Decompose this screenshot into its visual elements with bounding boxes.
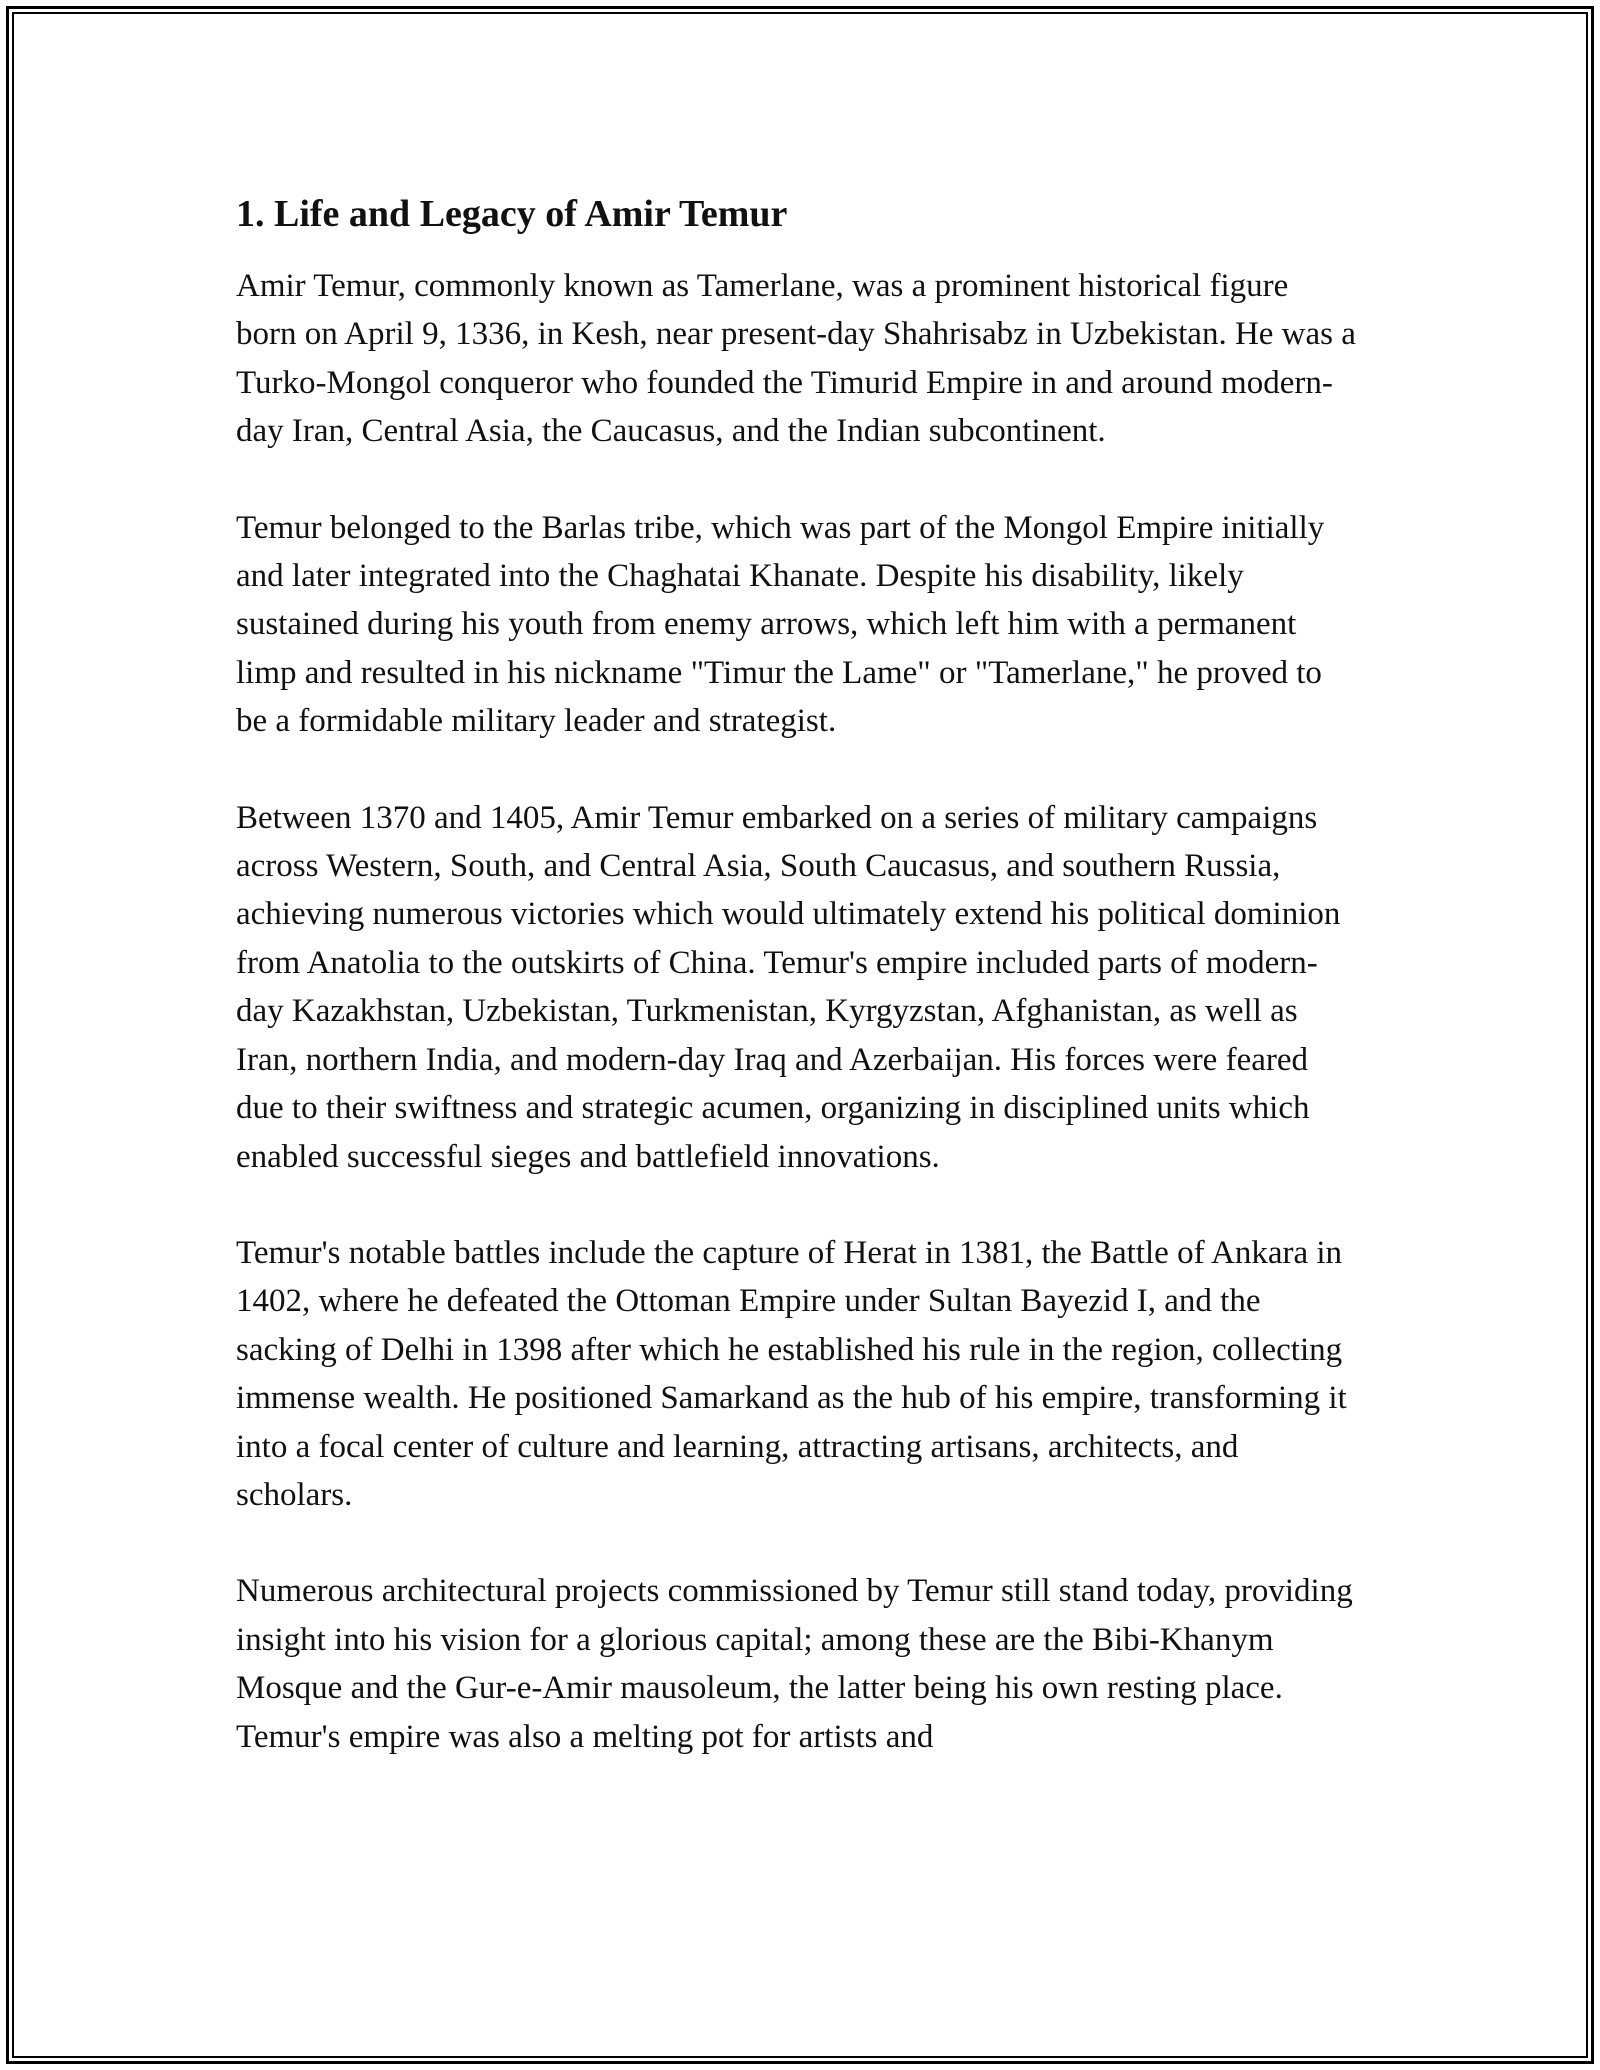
- paragraph-notable-battles: Temur's notable battles include the capture of Herat in 1381, the Battle of Ankara in 1402, where he defeated the Ottoman Empire under Sultan Bayezid I, and the sacking of Delhi in 1398 after which he established his rule in the region, collecting immense wealth. He positioned Samarkand as the hub of his empire, transforming it into a focal center of culture and learning, attracting artisans, architects, and scholars.: [236, 1234, 1347, 1513]
- paragraph-barlas-tribe: Temur belonged to the Barlas tribe, which was part of the Mongol Empire initially and later integrated into the Chaghatai Khanate. Despite his disability, likely sustained during his youth from enemy arrows, which left him with a permanent limp and resulted in his nickname "Timur the Lame" or "Tamerlane," he proved to be a formidable military leader and strategist.: [236, 509, 1325, 740]
- paragraph-military-campaigns: Between 1370 and 1405, Amir Temur embarked on a series of military campaigns across Western, South, and Central Asia, South Caucasus, and southern Russia, achieving numerous victories which would ultimately extend his political dominion from Anatolia to the outskirts of China. Temur's empire included parts of modern-day Kazakhstan, Uzbekistan, Turkmenistan, Kyrgyzstan, Afghanistan, as well as Iran, northern India, and modern-day Iraq and Azerbaijan. His forces were feared due to their swiftness and strategic acumen, organizing in disciplined units which enabled successful sieges and battlefield innovations.: [236, 799, 1341, 1175]
- paragraph-birth: Amir Temur, commonly known as Tamerlane, was a prominent historical figure born on April 9, 1336, in Kesh, near present-day Shahrisabz in Uzbekistan. He was a Turko-Mongol conqueror who founded the Timurid Empire in and around modern-day Iran, Central Asia, the Caucasus, and the Indian subcontinent.: [236, 268, 1356, 450]
- paragraph-architecture: Numerous architectural projects commissioned by Temur still stand today, providing insight into his vision for a glorious capital; among these are the Bibi-Khanym Mosque and the Gur-e-Amir mausoleum, the latter being his own resting place. Temur's empire was also a melting pot for artists and: [236, 1573, 1353, 1755]
- section-heading: 1. Life and Legacy of Amir Temur: [236, 193, 788, 235]
- document-body: [236, 186, 1356, 1809]
